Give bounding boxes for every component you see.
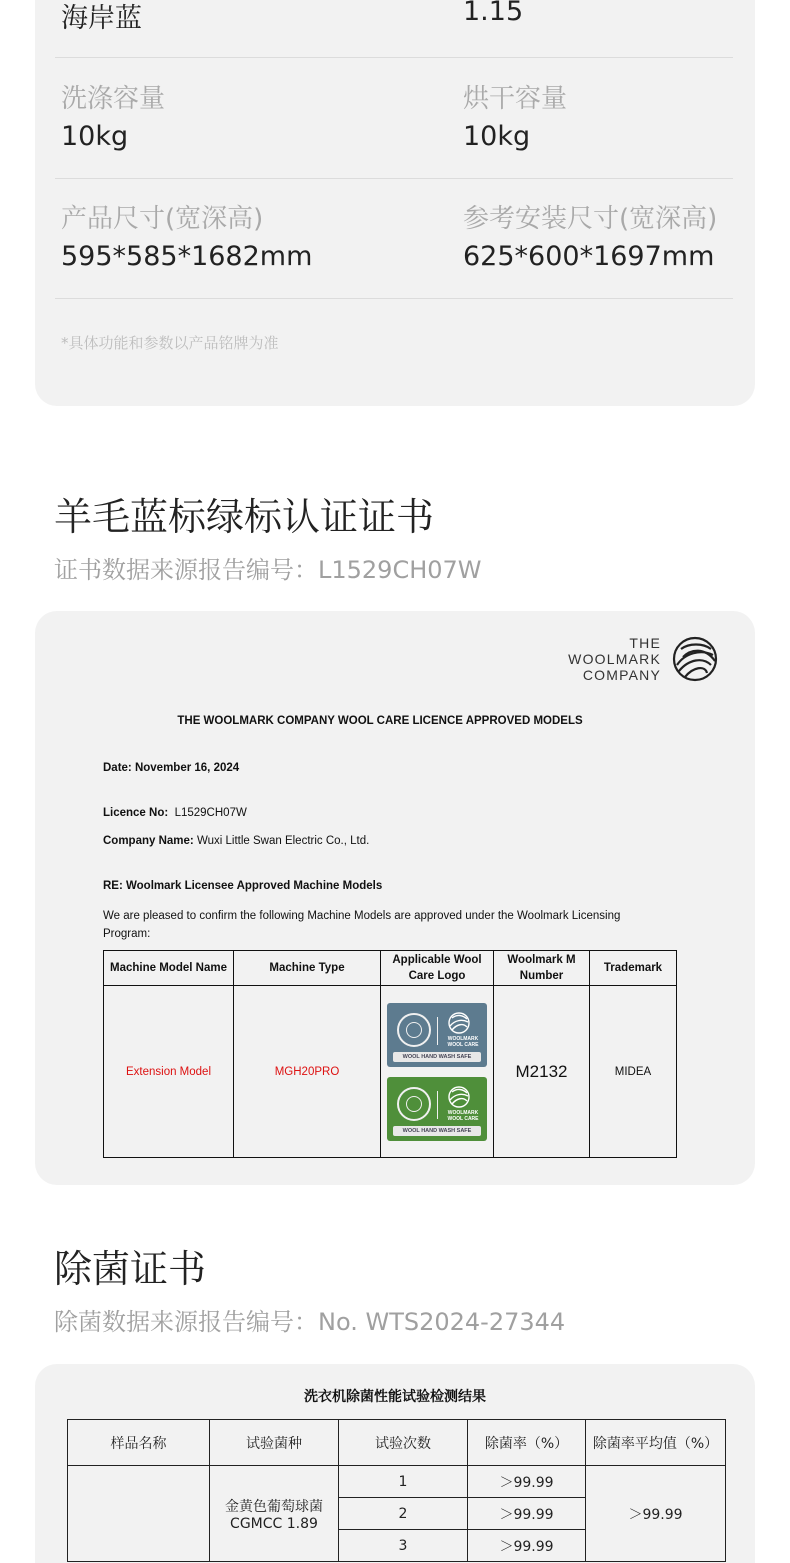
woolmark-ball-icon — [447, 1085, 471, 1109]
dry-capacity-label: 烘干容量 — [463, 84, 568, 114]
trial-number-cell: 2 — [339, 1498, 468, 1530]
germ-section-subtitle: 除菌数据来源报告编号：No. WTS2024-27344 — [54, 1308, 566, 1336]
table-header: 试验次数 — [339, 1420, 468, 1466]
company-name: Company Name: Wuxi Little Swan Electric Co., Ltd. — [103, 835, 370, 847]
licence-date: Date: November 16, 2024 — [103, 762, 240, 774]
confirmation-paragraph: We are pleased to confirm the following Machine Models are approved under the Woolmark Licensing Program: — [103, 910, 621, 940]
woolmark-certificate — [35, 611, 755, 1185]
woolmark-section-subtitle: 证书数据来源报告编号：L1529CH07W — [54, 556, 482, 584]
wash-capacity-label: 洗涤容量 — [61, 84, 166, 114]
table-header: 样品名称 — [68, 1420, 210, 1466]
machine-type-cell: MGH20PRO — [234, 986, 381, 1158]
table-header: 除菌率平均值（%） — [586, 1420, 726, 1466]
average-rate-cell: ＞99.99 — [586, 1466, 726, 1562]
germ-table-title: 洗衣机除菌性能试验检测结果 — [304, 1389, 486, 1405]
approved-models-table — [103, 950, 677, 1158]
germ-results-table — [67, 1419, 726, 1562]
table-header: Woolmark M Number — [494, 951, 590, 986]
woolmark-ball-icon — [447, 1011, 471, 1035]
wool-care-logo-blue: WOOLMARK WOOL CARE WOOL HAND WASH SAFE — [387, 1003, 487, 1067]
table-header-row — [68, 1420, 726, 1466]
spec-card — [35, 0, 755, 406]
licence-heading: THE WOOLMARK COMPANY WOOL CARE LICENCE APPROVED MODELS — [177, 715, 583, 727]
color-value: 海岸蓝 — [61, 3, 142, 34]
ratio-value: 1.15 — [463, 0, 524, 27]
table-row — [104, 986, 677, 1158]
spec-footnote: *具体功能和参数以产品铭牌为准 — [61, 334, 279, 352]
m-number-cell: M2132 — [494, 986, 590, 1158]
trademark-cell: MIDEA — [590, 986, 677, 1158]
install-size-label: 参考安装尺寸(宽深高) — [463, 204, 718, 234]
germ-certificate — [35, 1364, 755, 1563]
licence-number: Licence No: L1529CH07W — [103, 807, 247, 819]
product-size-label: 产品尺寸(宽深高) — [61, 204, 264, 234]
trial-rate-cell: ＞99.99 — [468, 1530, 586, 1562]
drum-icon — [397, 1013, 431, 1047]
table-row — [68, 1466, 726, 1498]
divider — [55, 298, 733, 299]
strain-cell: 金黄色葡萄球菌 CGMCC 1.89 — [210, 1466, 339, 1562]
wool-care-logo-green: WOOLMARK WOOL CARE WOOL HAND WASH SAFE — [387, 1077, 487, 1141]
woolmark-section-title: 羊毛蓝标绿标认证证书 — [54, 495, 435, 539]
trial-rate-cell: ＞99.99 — [468, 1466, 586, 1498]
woolmark-ball-icon — [671, 635, 719, 683]
table-header: 试验菌种 — [210, 1420, 339, 1466]
trial-number-cell: 1 — [339, 1466, 468, 1498]
wash-capacity-value: 10kg — [61, 121, 129, 152]
table-header: Machine Type — [234, 951, 381, 986]
install-size-value: 625*600*1697mm — [463, 241, 715, 272]
table-header: Applicable Wool Care Logo — [381, 951, 494, 986]
germ-section-title: 除菌证书 — [54, 1247, 207, 1291]
care-logo-cell — [381, 986, 494, 1158]
re-line: RE: Woolmark Licensee Approved Machine Models — [103, 880, 383, 892]
sample-name-cell — [68, 1466, 210, 1562]
divider — [55, 57, 733, 58]
table-header: 除菌率（%） — [468, 1420, 586, 1466]
divider — [55, 178, 733, 179]
table-header-row — [104, 951, 677, 986]
table-header: Trademark — [590, 951, 677, 986]
trial-number-cell: 3 — [339, 1530, 468, 1562]
woolmark-logo-text: THE WOOLMARK COMPANY — [568, 635, 661, 683]
dry-capacity-value: 10kg — [463, 121, 531, 152]
trial-rate-cell: ＞99.99 — [468, 1498, 586, 1530]
drum-icon — [397, 1087, 431, 1121]
table-header: Machine Model Name — [104, 951, 234, 986]
product-size-value: 595*585*1682mm — [61, 241, 313, 272]
model-name-cell: Extension Model — [104, 986, 234, 1158]
